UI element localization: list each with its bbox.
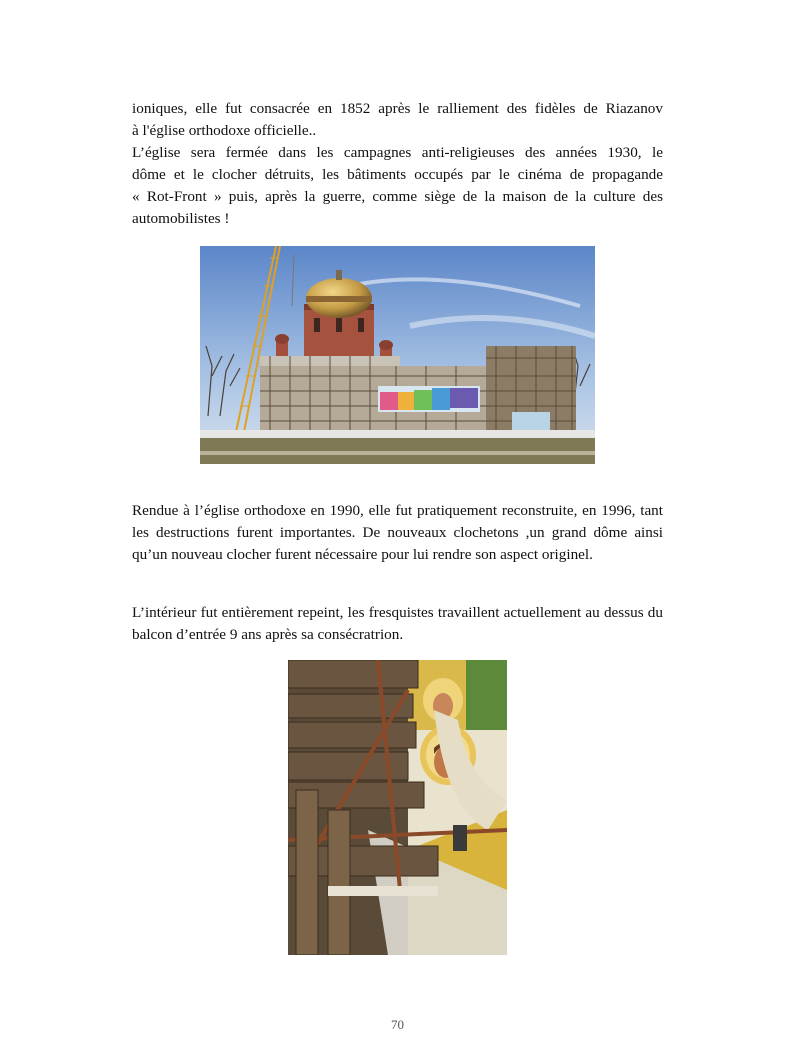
church-reconstruction-photo xyxy=(200,246,595,464)
paragraph-reconstruction: Rendue à l’église orthodoxe en 1990, elle fut pratiquement reconstruite, en 1996, tant les destructions furent importantes. De nouveaux clochetons ,un grand dôme ainsi qu’un nouveau clocher furent nécessaire pour lui rendre son aspect originel. xyxy=(132,502,663,563)
paragraph-interior: L’intérieur fut entièrement repeint, les fresquistes travaillent actuellement au dessus du balcon d’entrée 9 ans après sa consécratrion. xyxy=(132,604,663,643)
text-line: à l'église orthodoxe officielle.. xyxy=(132,122,317,139)
text-line: ioniques, elle fut consacrée en 1852 après le ralliement des fidèles de Riazanov xyxy=(132,100,663,117)
fresco-scaffolding-photo xyxy=(288,660,507,955)
paragraph-history xyxy=(132,98,663,230)
text-line: « Rot-Front » puis, après la guerre, comme siège de la maison de la culture des xyxy=(132,188,663,205)
page-number: 70 xyxy=(391,1017,404,1032)
text-line: automobilistes ! xyxy=(132,210,230,227)
text-line: dôme et le clocher détruits, les bâtiments occupés par le cinéma de propagande xyxy=(132,166,663,183)
text-line: L’église sera fermée dans les campagnes anti-religieuses des années 1930, le xyxy=(132,144,663,161)
